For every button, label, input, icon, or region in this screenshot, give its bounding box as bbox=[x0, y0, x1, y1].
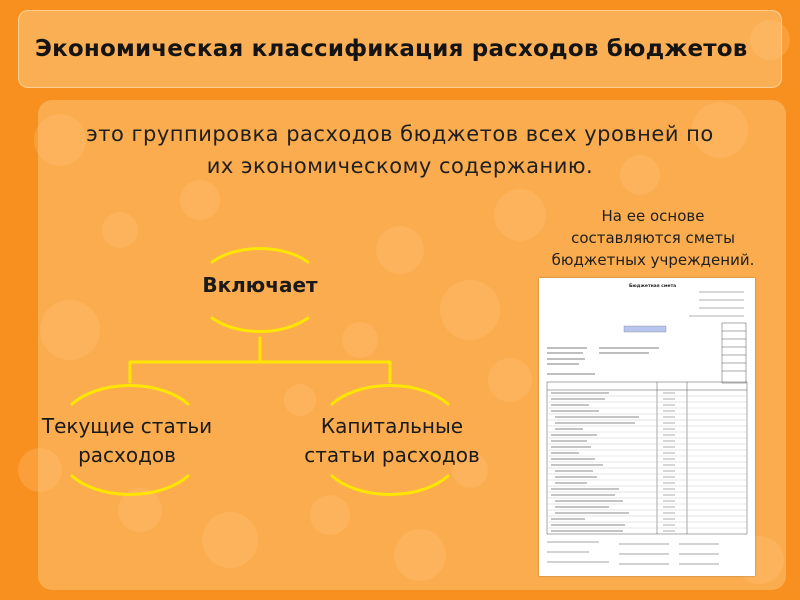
definition-line-1: это группировка расходов бюджетов всех уровней по bbox=[86, 122, 714, 146]
slide-title: Экономическая классификация расходов бюджетов bbox=[35, 36, 748, 62]
note-line-1: На ее основе bbox=[601, 207, 705, 225]
document-image bbox=[539, 278, 755, 576]
capital-expenses-line-2: статьи расходов bbox=[304, 443, 480, 467]
capital-expenses-node bbox=[282, 412, 502, 470]
current-expenses-node bbox=[22, 412, 232, 470]
note-line-2: составляются сметы bbox=[571, 229, 735, 247]
current-expenses-line-2: расходов bbox=[78, 443, 176, 467]
root-node-label: Включает bbox=[202, 273, 318, 297]
capital-expenses-line-1: Капитальные bbox=[320, 414, 464, 438]
left-node-arc-bottom bbox=[72, 476, 188, 494]
definition-line-2: их экономическому содержанию. bbox=[206, 154, 594, 178]
left-node-arc-top bbox=[72, 386, 188, 404]
right-node-arc-bottom bbox=[332, 476, 448, 494]
note-line-3: бюджетных учреждений. bbox=[551, 251, 755, 269]
document-heading: Бюджетная смета bbox=[629, 284, 677, 289]
budget-estimate-document bbox=[539, 278, 755, 576]
current-expenses-line-1: Текущие статьи bbox=[41, 414, 213, 438]
right-node-arc-top bbox=[332, 386, 448, 404]
root-node-arc-top bbox=[212, 248, 308, 262]
root-node-arc-bottom bbox=[212, 318, 308, 332]
